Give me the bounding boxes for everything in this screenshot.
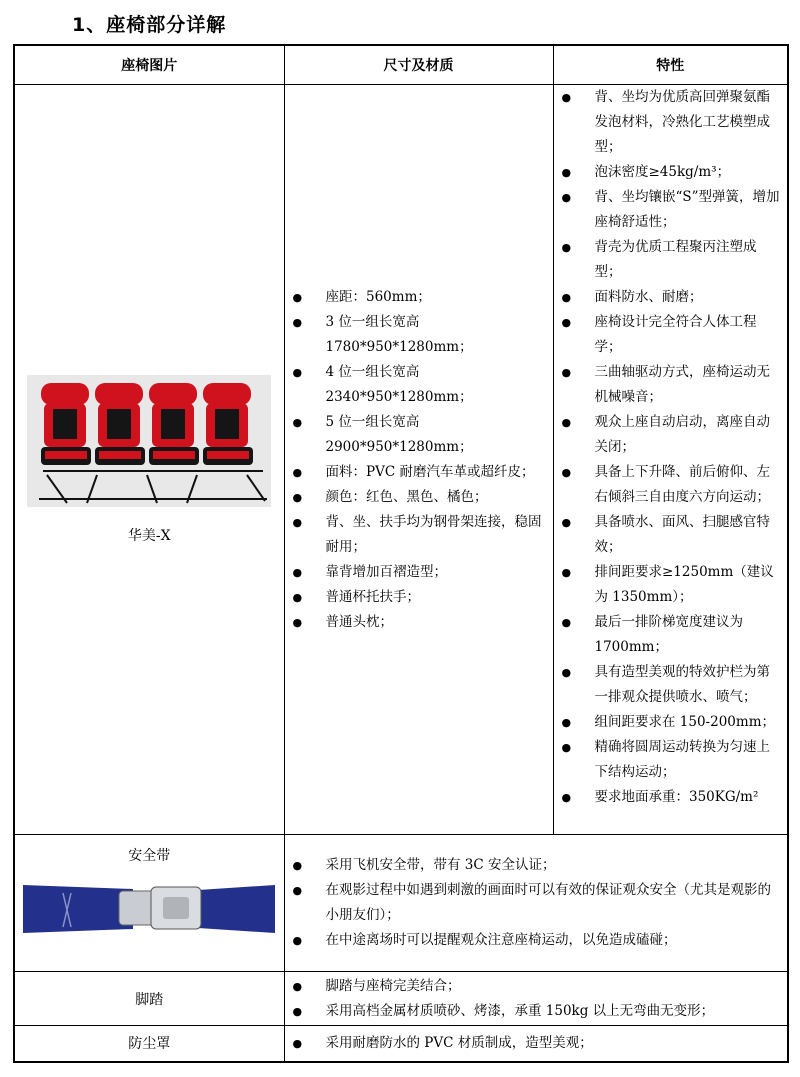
list-item: ● 泡沫密度≥45kg/m³； xyxy=(554,160,782,185)
list-item: ● 最后一排阶梯宽度建议为 1700mm； xyxy=(554,610,782,660)
list-item: ● 组间距要求在 150-200mm； xyxy=(554,710,782,735)
table-header-row xyxy=(14,45,788,85)
dust-cover-label: 防尘罩 xyxy=(14,1026,284,1062)
section-heading: 1、座椅部分详解 xyxy=(72,14,227,36)
footrest-list xyxy=(285,974,788,1024)
size-material-cell xyxy=(284,85,553,835)
list-item: ● 要求地面承重：350KG/m² xyxy=(554,785,782,810)
list-item: ● 面料：PVC 耐磨汽车革或超纤皮； xyxy=(285,460,553,485)
list-item: ● 精确将圆周运动转换为匀速上下结构运动； xyxy=(554,735,782,785)
safety-belt-image-cell xyxy=(14,835,284,972)
features-cell xyxy=(553,85,788,835)
header-size-material: 尺寸及材质 xyxy=(284,45,553,85)
safety-belt-list xyxy=(285,853,788,953)
dust-cover-features-cell xyxy=(284,1026,788,1062)
safety-belt-features-cell xyxy=(284,835,788,972)
list-item: ● 具备喷水、面风、扫腿感官特效； xyxy=(554,510,782,560)
seat-image-cell xyxy=(14,85,284,835)
dust-cover-row xyxy=(14,1026,788,1062)
list-item: ● 面料防水、耐磨； xyxy=(554,285,782,310)
list-item: ● 采用高档金属材质喷砂、烤漆，承重 150kg 以上无弯曲无变形； xyxy=(285,999,788,1024)
safety-belt-row xyxy=(14,835,788,972)
header-seat-image: 座椅图片 xyxy=(14,45,284,85)
list-item: ● 背、坐均为优质高回弹聚氨酯发泡材料，冷熟化工艺模塑成型； xyxy=(554,85,782,160)
list-item: ● 采用飞机安全带，带有 3C 安全认证； xyxy=(285,853,780,878)
seat-row xyxy=(14,85,788,835)
list-item: ● 排间距要求≥1250mm（建议为 1350mm）； xyxy=(554,560,782,610)
footrest-features-cell xyxy=(284,972,788,1026)
features-list xyxy=(554,85,788,810)
list-item: ● 座距：560mm； xyxy=(285,285,553,310)
header-features: 特性 xyxy=(553,45,788,85)
list-item: ● 3 位一组长宽高 1780*950*1280mm； xyxy=(285,310,553,360)
seat-spec-table xyxy=(13,44,789,1063)
list-item: ● 颜色：红色、黑色、橘色； xyxy=(285,485,553,510)
safety-belt-label: 安全带 xyxy=(128,848,171,864)
list-item: ● 背壳为优质工程聚丙注塑成型； xyxy=(554,235,782,285)
list-item: ● 脚踏与座椅完美结合； xyxy=(285,974,788,999)
list-item: ● 靠背增加百褶造型； xyxy=(285,560,553,585)
list-item: ● 观众上座自动启动，离座自动关闭； xyxy=(554,410,782,460)
seat-model-name: 华美-X xyxy=(127,527,171,544)
list-item: ● 三曲轴驱动方式，座椅运动无机械噪音； xyxy=(554,360,782,410)
dust-cover-list xyxy=(285,1031,788,1056)
list-item: ● 采用耐磨防水的 PVC 材质制成，造型美观； xyxy=(285,1031,788,1056)
seat-photo xyxy=(27,375,271,507)
footrest-label: 脚踏 xyxy=(14,972,284,1026)
footrest-row xyxy=(14,972,788,1026)
list-item: ● 在观影过程中如遇到刺激的画面时可以有效的保证观众安全（尤其是观影的小朋友们）； xyxy=(285,878,780,928)
list-item: ● 普通杯托扶手； xyxy=(285,585,553,610)
list-item: ● 4 位一组长宽高 2340*950*1280mm； xyxy=(285,360,553,410)
list-item: ● 5 位一组长宽高 2900*950*1280mm； xyxy=(285,410,553,460)
list-item: ● 具有造型美观的特效护栏为第一排观众提供喷水、喷气； xyxy=(554,660,782,710)
list-item: ● 背、坐、扶手均为钢骨架连接，稳固耐用； xyxy=(285,510,553,560)
list-item: ● 座椅设计完全符合人体工程学； xyxy=(554,310,782,360)
size-material-list xyxy=(285,285,553,635)
list-item: ● 在中途离场时可以提醒观众注意座椅运动，以免造成磕碰； xyxy=(285,928,780,953)
list-item: ● 具备上下升降、前后俯仰、左右倾斜三自由度六方向运动； xyxy=(554,460,782,510)
list-item: ● 普通头枕； xyxy=(285,610,553,635)
safety-belt-photo xyxy=(23,879,275,939)
list-item: ● 背、坐均镶嵌“S”型弹簧，增加座椅舒适性； xyxy=(554,185,782,235)
